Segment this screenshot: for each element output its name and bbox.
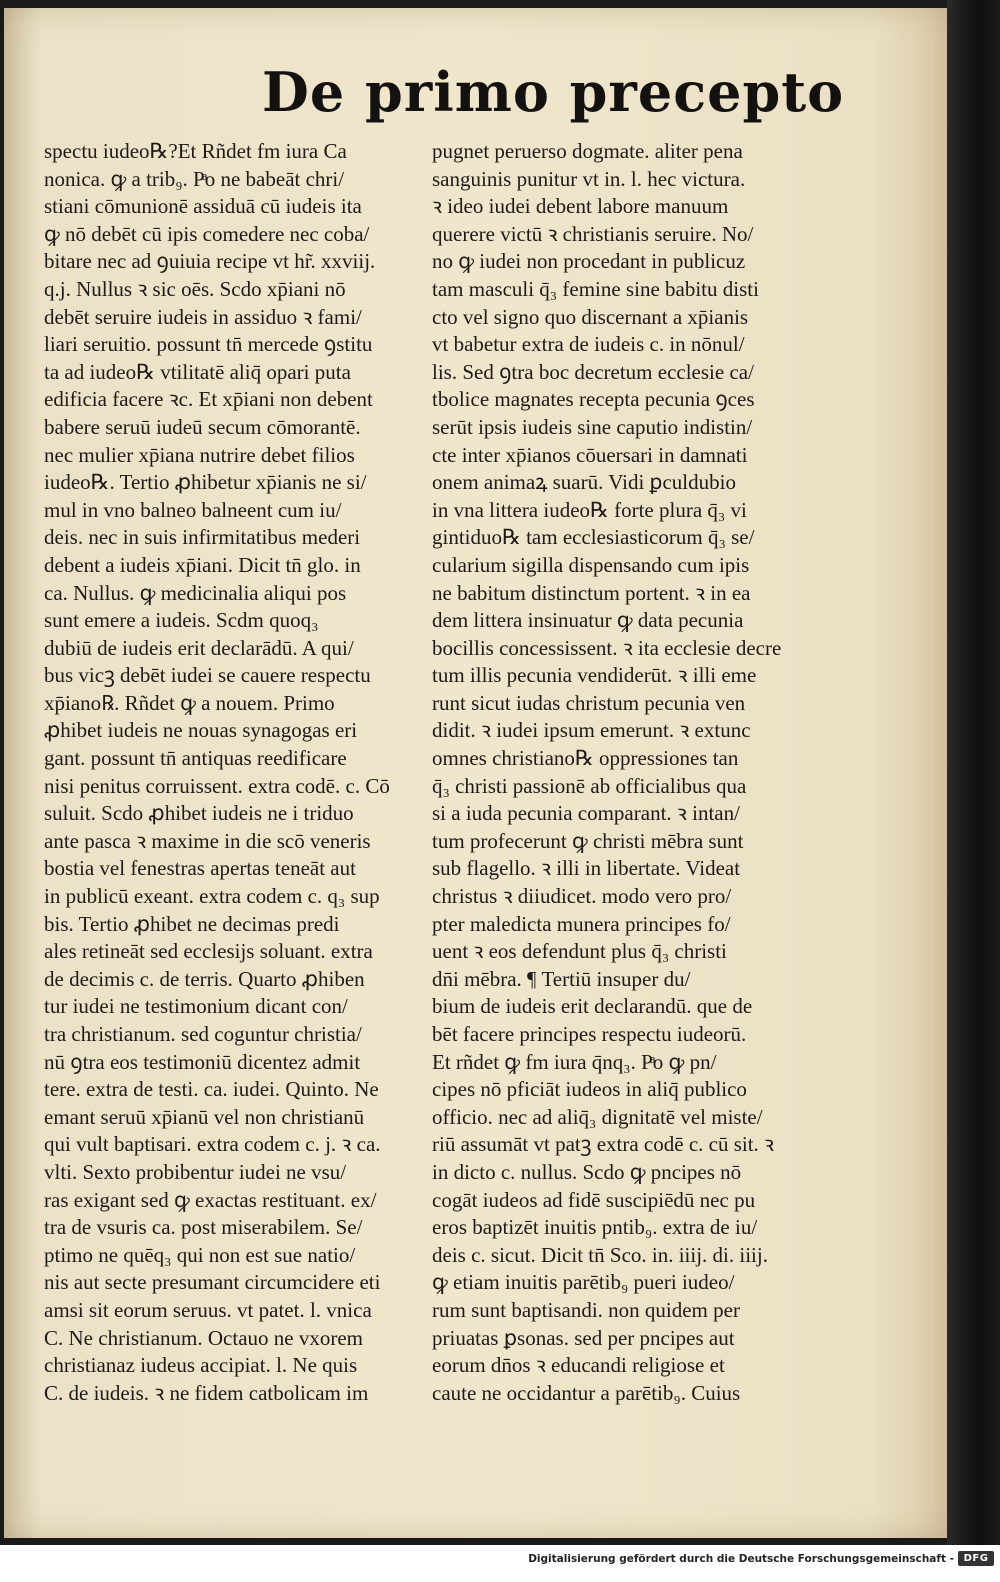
text-line: q.j. Nullus ꝛ sic oēs. Scdo xp̄iani nō <box>44 276 346 301</box>
text-line: si a iuda pecunia comparant. ꝛ intan/ <box>432 801 740 826</box>
text-line: caute ne occidantur a parētib₉. Cuius <box>432 1380 741 1405</box>
text-line: cto vel signo quo discernant a xp̄ianis <box>432 304 749 329</box>
text-line: vt babetur extra de iudeis c. in nōnul/ <box>432 332 745 357</box>
text-line: mul in vno balneo balneent cum iu/ <box>44 497 342 522</box>
text-line: pugnet peruerso dogmate. aliter pena <box>432 139 743 163</box>
text-line: nec mulier xp̄iana nutrire debet filios <box>44 442 355 467</box>
dfg-logo: DFG <box>958 1551 994 1566</box>
text-line: priuatas ꝑsonas. sed per pncipes aut <box>432 1325 735 1350</box>
text-line: nisi penitus corruissent. extra codē. c. Cō <box>44 773 390 798</box>
text-line: sunt emere a iudeis. Scdm quoq₃ <box>44 608 319 633</box>
text-line: omnes christiano℞ oppressiones tan <box>432 746 739 771</box>
text-line: tur iudei ne testimonium dicant con/ <box>44 994 348 1019</box>
text-line: xp̄iano℞. Rñdet ꝙ a nouem. Primo <box>44 690 335 715</box>
text-line: in vna littera iudeo℞ forte plura q̄₃ vi <box>432 497 747 522</box>
text-line: riū assumāt vt patꝫ extra codē c. cū sit. ꝛ <box>432 1132 775 1157</box>
text-line: babere seruū iudeū secum cōmorantē. <box>44 414 361 439</box>
text-line: bocillis concessissent. ꝛ ita ecclesie decre <box>432 635 782 660</box>
text-line: in publicū exeant. extra codem c. q₃ sup <box>44 884 380 909</box>
text-line: ꝙ nō debēt cū ipis comedere nec coba/ <box>44 221 370 246</box>
text-line: debēt seruire iudeis in assiduo ꝛ fami/ <box>44 304 362 329</box>
text-line: Et rñdet ꝙ fm iura q̄nq₃. Pͣo ꝙ pn/ <box>432 1049 717 1074</box>
text-line: qui vult baptisari. extra codem c. j. ꝛ ca. <box>44 1132 381 1157</box>
text-line: lis. Sed ꝯtra boc decretum ecclesie ca/ <box>432 359 754 384</box>
text-line: cularium sigilla dispensando cum ipis <box>432 552 750 577</box>
text-line: emant seruū xp̄ianū vel non christianū <box>44 1104 365 1129</box>
text-line: iudeo℞. Tertio ꝓhibetur xp̄ianis ne si/ <box>44 470 367 495</box>
text-line: bostia vel fenestras apertas teneāt aut <box>44 856 356 881</box>
text-line: officio. nec ad aliq̄₃ dignitatē vel miste/ <box>432 1104 763 1129</box>
text-line: nū ꝯtra eos testimoniū dicentez admit <box>44 1049 361 1074</box>
text-line: bus vicꝫ debēt iudei se cauere respectu <box>44 663 371 688</box>
text-line: christianaz iudeus accipiat. l. Ne quis <box>44 1353 358 1378</box>
text-line: bium de iudeis erit declarandū. que de <box>432 994 753 1019</box>
text-line: pter maledicta munera principes fo/ <box>432 911 731 936</box>
text-line: debent a iudeis xp̄iani. Dicit tn̄ glo. in <box>44 552 361 577</box>
text-line: eorum dn̄os ꝛ educandi religiose et <box>432 1353 725 1378</box>
text-line: q̄₃ christi passionē ab officialibus qua <box>432 773 747 798</box>
text-line: ꝙ etiam inuitis parētib₉ pueri iudeo/ <box>432 1270 735 1295</box>
text-line: liari seruitio. possunt tn̄ mercede ꝯstitu <box>44 332 373 357</box>
text-line: deis c. sicut. Dicit tn̄ Sco. in. iiij. di. iiij. <box>432 1242 768 1267</box>
text-line: vlti. Sexto probibentur iudei ne vsu/ <box>44 1159 347 1184</box>
text-line: querere victū ꝛ christianis seruire. No/ <box>432 221 754 246</box>
text-line: spectu iudeo℞?Et Rñdet fm iura Ca <box>44 139 347 163</box>
text-line: uent ꝛ eos defendunt plus q̄₃ christi <box>432 939 727 964</box>
text-line: ras exigant sed ꝙ exactas restituant. ex/ <box>44 1187 377 1212</box>
text-line: gant. possunt tn̄ antiquas reedificare <box>44 746 347 771</box>
text-line: edificia facere ꝛc. Et xp̄iani non debent <box>44 387 373 412</box>
text-line: bēt facere principes respectu iudeorū. <box>432 1022 747 1046</box>
text-line: ptimo ne quēq₃ qui non est sue natio/ <box>44 1242 356 1267</box>
text-line: ante pasca ꝛ maxime in die scō veneris <box>44 828 371 853</box>
text-column-right <box>432 138 847 1407</box>
text-line: nonica. ꝙ a trib₉. Pͣo ne babeāt chri/ <box>44 166 345 191</box>
text-line: christus ꝛ diiudicet. modo vero pro/ <box>432 884 732 909</box>
text-line: de decimis c. de terris. Quarto ꝓhiben <box>44 966 365 991</box>
text-line: onem animaꝝ suarū. Vidi ꝑculdubio <box>432 470 736 495</box>
text-line: suluit. Scdo ꝓhibet iudeis ne i triduo <box>44 801 354 826</box>
text-line: gintiduo℞ tam ecclesiasticorum q̄₃ se/ <box>432 525 755 550</box>
text-line: ta ad iudeo℞ vtilitatē aliq̄ opari puta <box>44 359 351 384</box>
text-line: ꝛ ideo iudei debent labore manuum <box>432 194 729 219</box>
text-line: bitare nec ad ꝯuiuia recipe vt hr̃. xxviij. <box>44 249 376 274</box>
running-head: De primo precepto <box>262 60 845 124</box>
text-line: didit. ꝛ iudei ipsum emerunt. ꝛ extunc <box>432 718 751 743</box>
text-line: cte inter xp̄ianos cōuersari in damnati <box>432 442 748 467</box>
text-line: ꝓhibet iudeis ne nouas synagogas eri <box>44 718 358 743</box>
text-line: tbolice magnates recepta pecunia ꝯces <box>432 387 755 412</box>
text-line: bis. Tertio ꝓhibet ne decimas predi <box>44 911 340 936</box>
text-line: dem littera insinuatur ꝙ data pecunia <box>432 608 744 633</box>
text-line: in dicto c. nullus. Scdo ꝙ pncipes nō <box>432 1159 742 1184</box>
text-line: runt sicut iudas christum pecunia ven <box>432 690 746 715</box>
text-line: tere. extra de testi. ca. iudei. Quinto. Ne <box>44 1077 379 1102</box>
text-line: rum sunt baptisandi. non quidem per <box>432 1297 740 1322</box>
text-line: deis. nec in suis infirmitatibus mederi <box>44 525 361 550</box>
text-line: tam masculi q̄₃ femine sine babitu disti <box>432 276 759 301</box>
page-edge-shadow <box>947 0 1000 1545</box>
text-line: dubiū de iudeis erit declarādū. A qui/ <box>44 635 354 660</box>
text-line: serūt ipsis iudeis sine caputio indistin/ <box>432 414 753 439</box>
text-line: sub flagello. ꝛ illi in libertate. Videat <box>432 856 741 881</box>
text-line: amsi sit eorum seruus. vt patet. l. vnica <box>44 1297 372 1322</box>
text-line: nis aut secte presumant circumcidere eti <box>44 1270 381 1295</box>
text-line: eros baptizēt inuitis pntib₉. extra de iu/ <box>432 1215 758 1240</box>
text-line: cogāt iudeos ad fidē suscipiēdū nec pu <box>432 1187 756 1212</box>
text-line: ales retineāt sed ecclesijs soluant. extra <box>44 939 373 964</box>
text-line: sanguinis punitur vt in. l. hec victura. <box>432 166 746 191</box>
text-line: ne babitum distinctum portent. ꝛ in ea <box>432 580 751 605</box>
text-line: C. de iudeis. ꝛ ne fidem catbolicam im <box>44 1380 369 1405</box>
funding-credit: Digitalisierung gefördert durch die Deutsche Forschungsgemeinschaft - <box>528 1553 954 1565</box>
text-line: ca. Nullus. ꝙ medicinalia aliqui pos <box>44 580 347 605</box>
text-line: tum profecerunt ꝙ christi mēbra sunt <box>432 828 744 853</box>
text-line: stiani cōmunionē assiduā cū iudeis ita <box>44 194 362 219</box>
text-line: tra christianum. sed coguntur christia/ <box>44 1022 362 1046</box>
text-line: C. Ne christianum. Octauo ne vxorem <box>44 1325 363 1350</box>
text-column-left <box>44 138 442 1407</box>
text-line: cipes nō pficiāt iudeos in aliq̄ publico <box>432 1077 747 1102</box>
text-line: no ꝙ iudei non procedant in publicuz <box>432 249 746 274</box>
text-line: tra de vsuris ca. post miserabilem. Se/ <box>44 1215 363 1240</box>
text-line: dn̄i mēbra. ¶ Tertiū insuper du/ <box>432 966 691 991</box>
text-line: tum illis pecunia vendiderūt. ꝛ illi eme <box>432 663 757 688</box>
